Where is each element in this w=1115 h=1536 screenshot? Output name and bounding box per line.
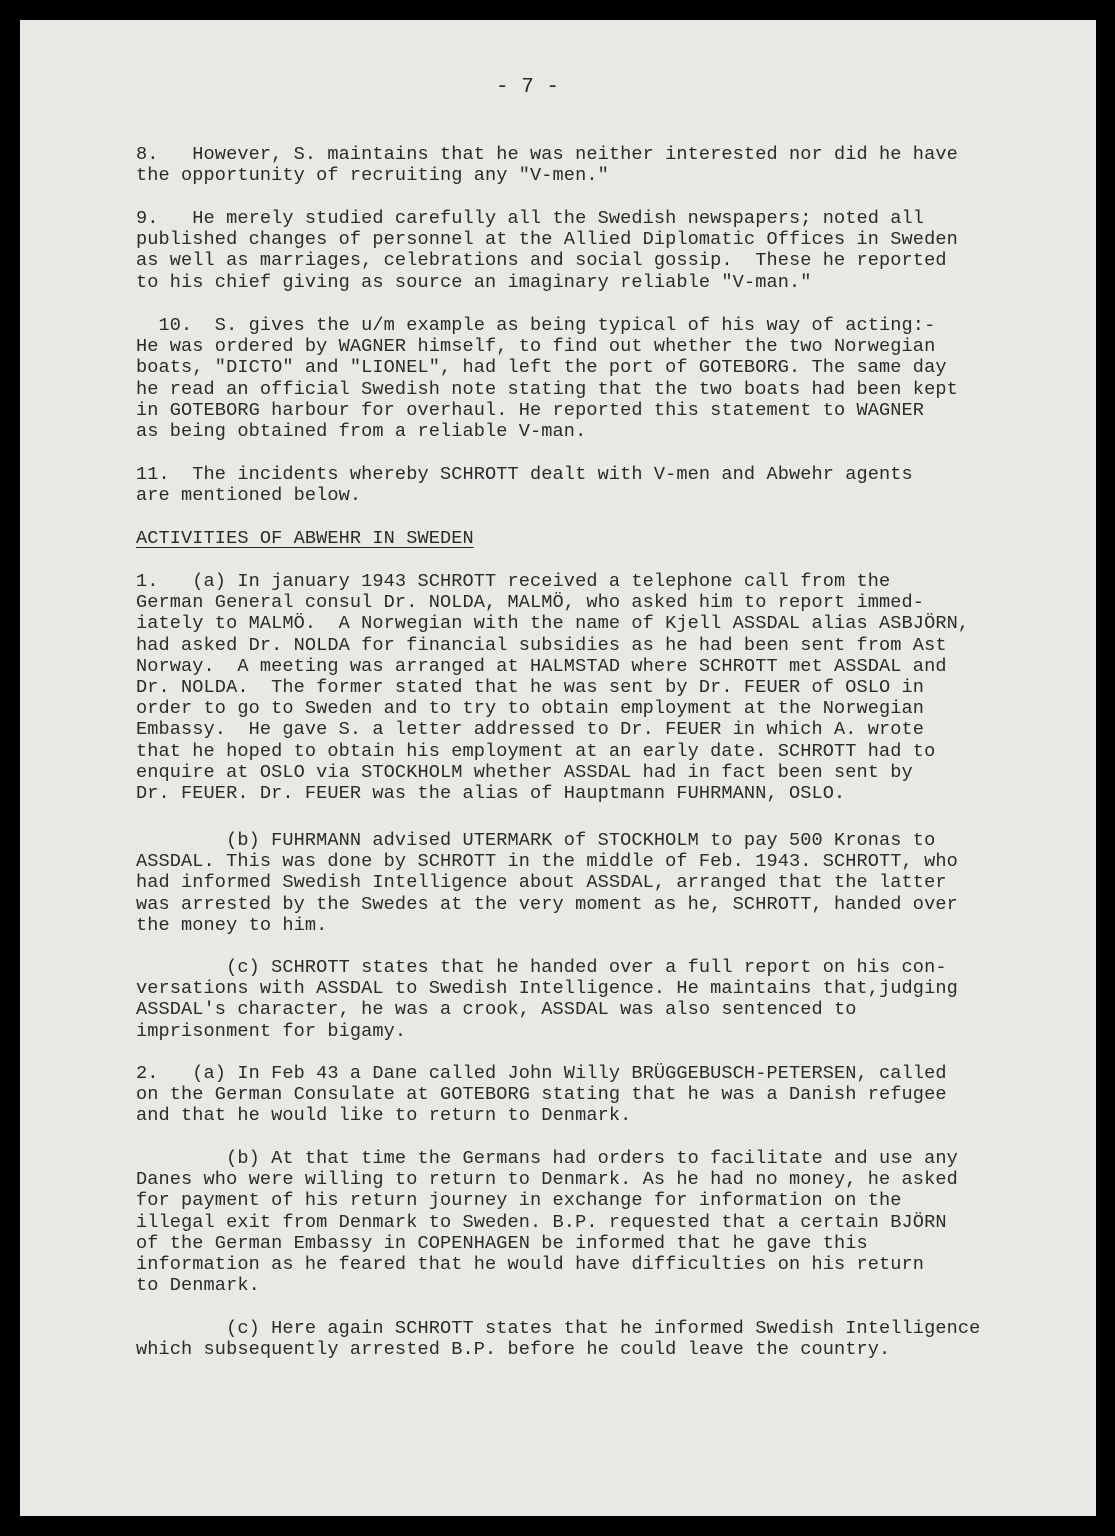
section-heading: ACTIVITIES OF ABWEHR IN SWEDEN <box>136 528 474 549</box>
item-2c: (c) Here again SCHROTT states that he informed Swedish Intelligence which subsequently arrested B.P. before he could leave the country. <box>136 1318 981 1361</box>
item-1c: (c) SCHROTT states that he handed over a full report on his con- versations with ASSDAL to Swedish Intelligence. He maintains that,judging ASSDAL's character, he was a crook, ASSDAL was also sentenced to imprisonment for bigamy. <box>136 957 958 1042</box>
document-page <box>20 20 1096 1516</box>
item-1b: (b) FUHRMANN advised UTERMARK of STOCKHOLM to pay 500 Kronas to ASSDAL. This was done by SCHROTT in the middle of Feb. 1943. SCHROTT, who had informed Swedish Intelligence about ASSDAL, arranged that the latter was arrested by the Swedes at the very moment as he, SCHROTT, handed over the money to him. <box>136 830 958 936</box>
paragraph-10: 10. S. gives the u/m example as being typical of his way of acting:- He was ordered by WAGNER himself, to find out whether the two Norwegian boats, "DICTO" and "LIONEL", had left the port of GOTEBORG. The same day he read an official Swedish note stating that the two boats had been kept in GOTEBORG harbour for overhaul. He reported this statement to WAGNER as being obtained from a reliable V-man. <box>136 315 958 443</box>
item-2b: (b) At that time the Germans had orders to facilitate and use any Danes who were willing to return to Denmark. As he had no money, he asked for payment of his return journey in exchange for information on the illegal exit from Denmark to Sweden. B.P. requested that a certain BJÖRN of the German Embassy in COPENHAGEN be informed that he gave this information as he feared that he would have difficulties on his return to Denmark. <box>136 1148 958 1297</box>
page-number: - 7 - <box>496 76 560 99</box>
item-1a: 1. (a) In january 1943 SCHROTT received a telephone call from the German General consul Dr. NOLDA, MALMÖ, who asked him to report immed- iately to MALMÖ. A Norwegian with the name of Kjell ASSDAL alias ASBJÖRN, had asked Dr. NOLDA for financial subsidies as he had been sent from Ast Norway. A meeting was arranged at HALMSTAD where SCHROTT met ASSDAL and Dr. NOLDA. The former stated that he was sent by Dr. FEUER of OSLO in order to go to Sweden and to try to obtain employment at the Norwegian Embassy. He gave S. a letter addressed to Dr. FEUER in which A. wrote that he hoped to obtain his employment at an early date. SCHROTT had to enquire at OSLO via STOCKHOLM whether ASSDAL had in fact been sent by Dr. FEUER. Dr. FEUER was the alias of Hauptmann FUHRMANN, OSLO. <box>136 571 970 805</box>
paragraph-11: 11. The incidents whereby SCHROTT dealt with V-men and Abwehr agents are mentioned below. <box>136 464 913 507</box>
item-2a: 2. (a) In Feb 43 a Dane called John Willy BRÜGGEBUSCH-PETERSEN, called on the German Consulate at GOTEBORG stating that he was a Danish refugee and that he would like to return to Denmark. <box>136 1063 947 1127</box>
paragraph-8: 8. However, S. maintains that he was neither interested nor did he have the opportunity of recruiting any "V-men." <box>136 144 958 187</box>
paragraph-9: 9. He merely studied carefully all the Swedish newspapers; noted all published changes of personnel at the Allied Diplomatic Offices in Sweden as well as marriages, celebrations and social gossip. These he reported to his chief giving as source an imaginary reliable "V-man." <box>136 208 958 293</box>
